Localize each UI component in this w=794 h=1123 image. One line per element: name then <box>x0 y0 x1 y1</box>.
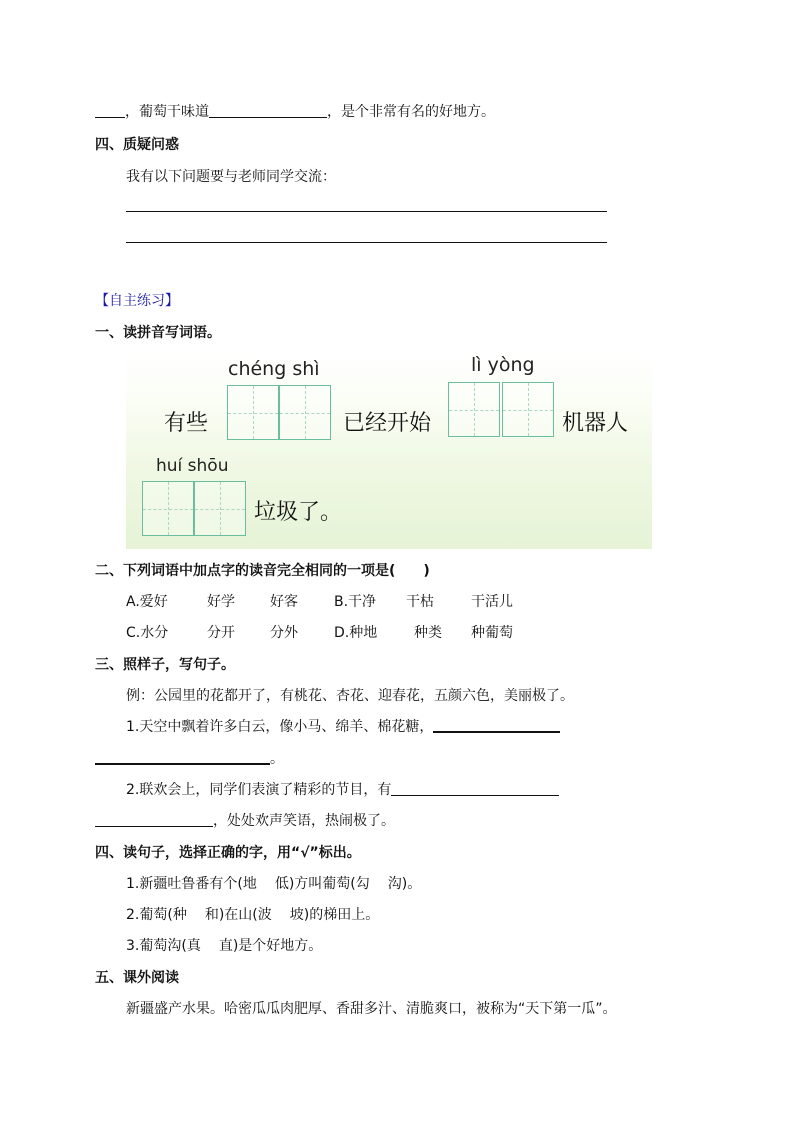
pinyin-huishou: huí shōu <box>156 456 229 476</box>
q4-sentence3: 3.葡萄沟(真 直)是个好地方。 <box>126 938 323 954</box>
option-a-1[interactable]: A.爱好 <box>126 594 168 610</box>
writing-box[interactable] <box>448 382 500 437</box>
option-c-1[interactable]: C.水分 <box>126 625 169 641</box>
answer-blank[interactable] <box>391 781 559 796</box>
q3-item1-continued: 。 <box>95 748 284 768</box>
option-b-1[interactable]: B.干净 <box>334 594 377 610</box>
option-d-3: 种葡萄 <box>471 625 513 641</box>
pinyin-liyong: lì yòng <box>471 354 535 376</box>
option-d-1[interactable]: D.种地 <box>334 625 378 641</box>
option-c-2: 分开 <box>207 625 235 641</box>
answer-line[interactable] <box>126 211 607 212</box>
answer-blank[interactable] <box>209 103 327 118</box>
answer-blank[interactable] <box>95 812 213 827</box>
answer-line[interactable] <box>126 242 607 243</box>
q3-item2-continued: ，处处欢声笑语，热闹极了。 <box>95 810 395 830</box>
q4-title: 四、读句子，选择正确的字，用“√”标出。 <box>95 845 361 861</box>
option-a-2: 好学 <box>207 594 235 610</box>
q3-item1: 1.天空中飘着许多白云，像小马、绵羊、棉花糖， <box>126 716 560 736</box>
word-jiqiren: 机器人 <box>562 411 629 436</box>
q3-item2: 2.联欢会上，同学们表演了精彩的节目，有 <box>126 779 559 799</box>
option-a-3: 好客 <box>270 594 298 610</box>
practice-title: 【自主练习】 <box>95 293 179 309</box>
q3-example: 例：公园里的花都开了，有桃花、杏花、迎春花，五颜六色，美丽极了。 <box>126 688 574 704</box>
answer-blank[interactable] <box>95 749 270 765</box>
option-b-3: 干活儿 <box>471 594 513 610</box>
word-yijingkaishi: 已经开始 <box>343 411 432 436</box>
q5-reading-text: 新疆盛产水果。哈密瓜瓜肉肥厚、香甜多汁、清脆爽口，被称为“天下第一瓜”。 <box>126 1001 617 1017</box>
writing-box[interactable] <box>502 382 554 437</box>
word-youxie: 有些 <box>164 411 209 436</box>
option-d-2: 种类 <box>414 625 442 641</box>
q2-title: 二、下列词语中加点字的读音完全相同的一项是( ) <box>95 563 430 579</box>
writing-box[interactable] <box>279 385 331 440</box>
option-c-3: 分外 <box>270 625 298 641</box>
q4-sentence1: 1.新疆吐鲁番有个(地 低)方叫葡萄(勾 沟)。 <box>126 876 422 892</box>
answer-blank[interactable] <box>95 103 125 118</box>
writing-box[interactable] <box>194 481 246 536</box>
section-title-questions: 四、质疑问惑 <box>95 137 179 153</box>
fill-line-grapes: ，葡萄干味道 ，是个非常有名的好地方。 <box>95 101 495 121</box>
writing-box[interactable] <box>227 385 279 440</box>
q1-title: 一、读拼音写词语。 <box>95 325 221 341</box>
answer-blank[interactable] <box>433 717 560 733</box>
pinyin-exercise-panel <box>126 352 652 549</box>
option-b-2: 干枯 <box>406 594 434 610</box>
pinyin-chengshi: chéng shì <box>228 358 320 380</box>
writing-box[interactable] <box>142 481 194 536</box>
q4-sentence2: 2.葡萄(种 和)在山(波 坡)的梯田上。 <box>126 907 380 923</box>
q3-title: 三、照样子，写句子。 <box>95 657 235 673</box>
q5-title: 五、课外阅读 <box>95 970 179 986</box>
word-laji: 垃圾了。 <box>254 500 343 525</box>
questions-prompt: 我有以下问题要与老师同学交流： <box>126 169 336 185</box>
